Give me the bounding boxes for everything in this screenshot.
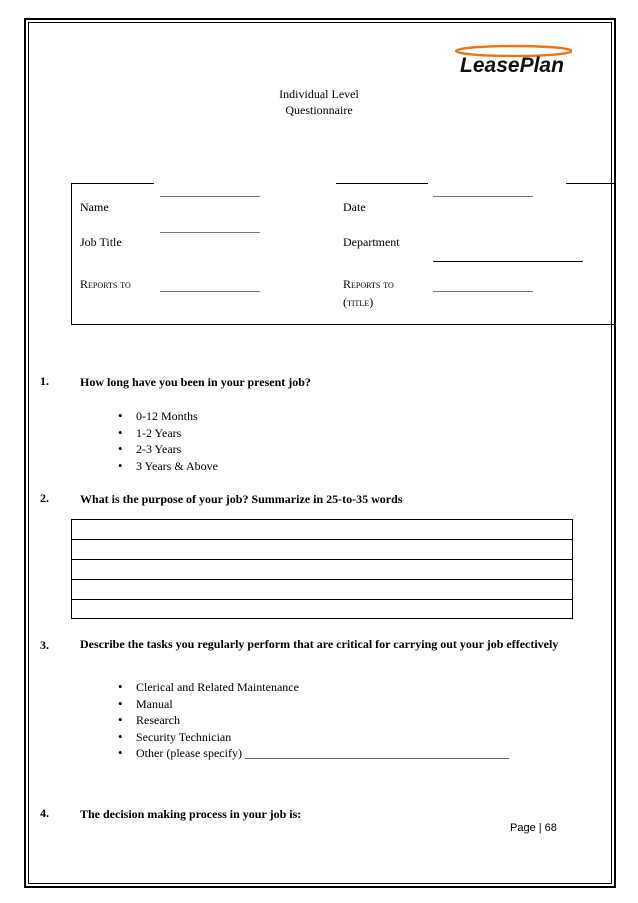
q3-number: 3. (40, 638, 49, 652)
q1-options (116, 408, 218, 474)
name-field[interactable]: ____________________ (160, 186, 260, 198)
q3-option[interactable]: • Clerical and Related Maintenance (116, 679, 509, 696)
info-box-top-border-mid (336, 183, 428, 184)
answer-line[interactable] (72, 560, 572, 580)
date-label: Date (343, 200, 366, 214)
answer-line[interactable] (72, 520, 572, 540)
q3-text: Describe the tasks you regularly perform that are critical for carrying out your job effectively (80, 637, 559, 651)
job-title-field[interactable]: ____________________ (160, 222, 260, 234)
reports-to-label: Reports to (80, 277, 131, 291)
q1-option[interactable]: • 2-3 Years (116, 441, 218, 458)
q3-option[interactable]: • Security Technician (116, 729, 509, 746)
q4-number: 4. (40, 806, 49, 820)
q3-options (116, 679, 509, 762)
page-number: Page | 68 (510, 822, 557, 834)
job-title-label: Job Title (80, 235, 122, 249)
info-box-top-border-right (566, 183, 616, 184)
q1-number: 1. (40, 374, 49, 388)
q2-text: What is the purpose of your job? Summarize in 25-to-35 words (80, 492, 403, 506)
doc-title-line1: Individual Level (279, 87, 359, 101)
date-field[interactable]: ____________________ (433, 186, 533, 198)
info-box-top-border-left (71, 183, 154, 184)
department-field[interactable] (433, 261, 583, 262)
answer-line[interactable] (72, 580, 572, 600)
q3-option[interactable]: • Research (116, 712, 509, 729)
answer-line[interactable] (72, 600, 572, 620)
department-label: Department (343, 235, 400, 249)
q2-number: 2. (40, 491, 49, 505)
logo-text: LeasePlan (460, 54, 564, 77)
reports-to-title-label: Reports to (343, 277, 394, 291)
doc-title-line2: Questionnaire (285, 103, 353, 117)
reports-to-title-field[interactable]: ____________________ (433, 281, 533, 293)
q1-option[interactable]: • 1-2 Years (116, 425, 218, 442)
leaseplan-logo (452, 42, 572, 78)
reports-to-field[interactable]: ____________________ (160, 281, 260, 293)
q1-option[interactable]: • 3 Years & Above (116, 458, 218, 475)
answer-line[interactable] (72, 540, 572, 560)
q1-option[interactable]: • 0-12 Months (116, 408, 218, 425)
q1-text: How long have you been in your present job? (80, 375, 311, 389)
reports-to-title-label-2: (title) (343, 295, 374, 309)
q3-option-other[interactable]: • Other (please specify) ____________________________________________ (116, 745, 509, 762)
q3-option[interactable]: • Manual (116, 696, 509, 713)
name-label: Name (80, 200, 109, 214)
q4-text: The decision making process in your job is: (80, 807, 302, 821)
q2-answer-box[interactable] (71, 519, 573, 619)
